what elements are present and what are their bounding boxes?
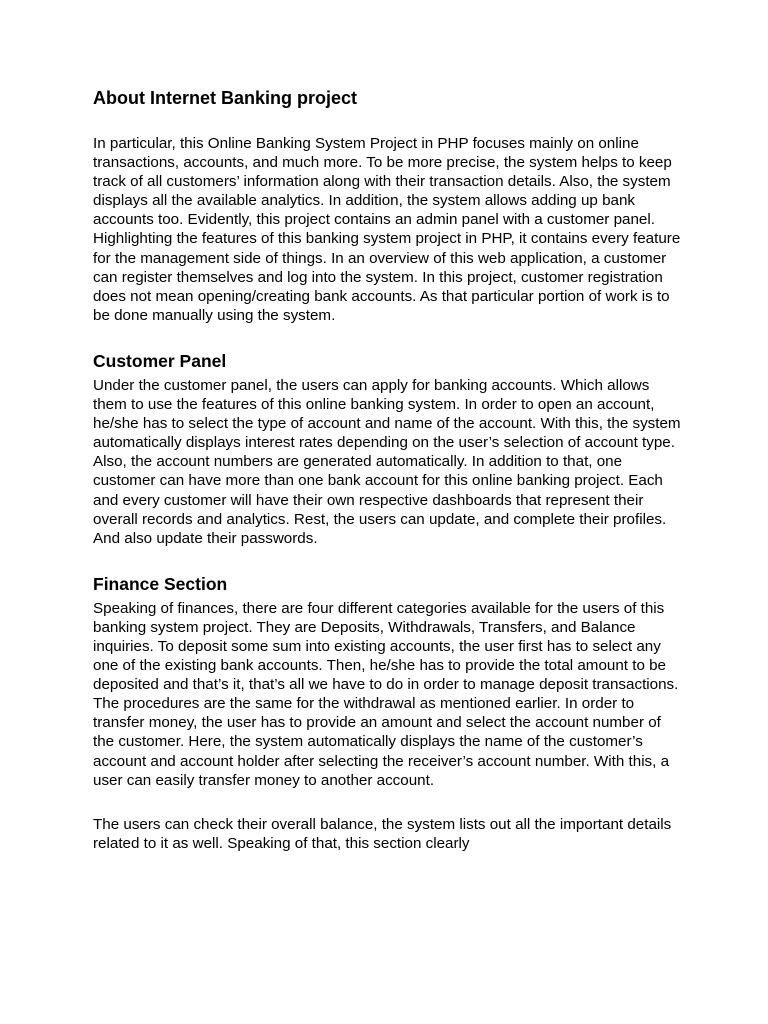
document-page — [93, 86, 683, 853]
balance-paragraph: The users can check their overall balance, the system lists out all the important details related to it as well. Speaking of that, this section clearly — [93, 815, 672, 852]
intro-paragraph: In particular, this Online Banking System Project in PHP focuses mainly on online transactions, accounts, and much more. To be more precise, the system helps to keep track of all customers’ information along with their transaction details. Also, the system displays all the available analytics. In addition, the system allows adding up bank accounts too. Evidently, this project contains an admin panel with a customer panel. Highlighting the features of this banking system project in PHP, it contains every feature for the management side of things. In an overview of this web application, a customer can register themselves and log into the system. In this project, customer registration does not mean opening/creating bank accounts. As that particular portion of work is to be done manually using the system. — [93, 135, 681, 324]
section-spacer — [93, 548, 683, 573]
section-spacer — [93, 325, 683, 350]
section-heading-customer-panel: Customer Panel — [93, 350, 227, 371]
finance-section-paragraph: Speaking of finances, there are four different categories available for the users of this banking system project. They are Deposits, Withdrawals, Transfers, and Balance inquiries. To deposit some sum into existing accounts, the user first has to select any one of the existing bank accounts. Then, he/she has to provide the total amount to be deposited and that’s it, that’s all we have to do in order to manage deposit transactions. The procedures are the same for the withdrawal as mentioned earlier. In order to transfer money, the user has to provide an amount and select the account number of the customer. Here, the system automatically displays the name of the customer’s account and account holder after selecting the receiver’s account number. With this, a user can easily transfer money to another account. — [93, 599, 679, 789]
document-title: About Internet Banking project — [93, 88, 358, 108]
customer-panel-paragraph: Under the customer panel, the users can apply for banking accounts. Which allows them to use the features of this online banking system. In order to open an account, he/she has to select the type of account and name of the account. With this, the system automatically displays interest rates depending on the user’s selection of account type. Also, the account numbers are generated automatically. In addition to that, one customer can have more than one bank account for this online banking project. Each and every customer will have their own respective dashboards that represent their overall records and analytics. Rest, the users can update, and complete their profiles. And also update their passwords. — [93, 376, 681, 547]
paragraph-spacer — [93, 790, 683, 815]
section-heading-finance-section: Finance Section — [93, 573, 228, 594]
